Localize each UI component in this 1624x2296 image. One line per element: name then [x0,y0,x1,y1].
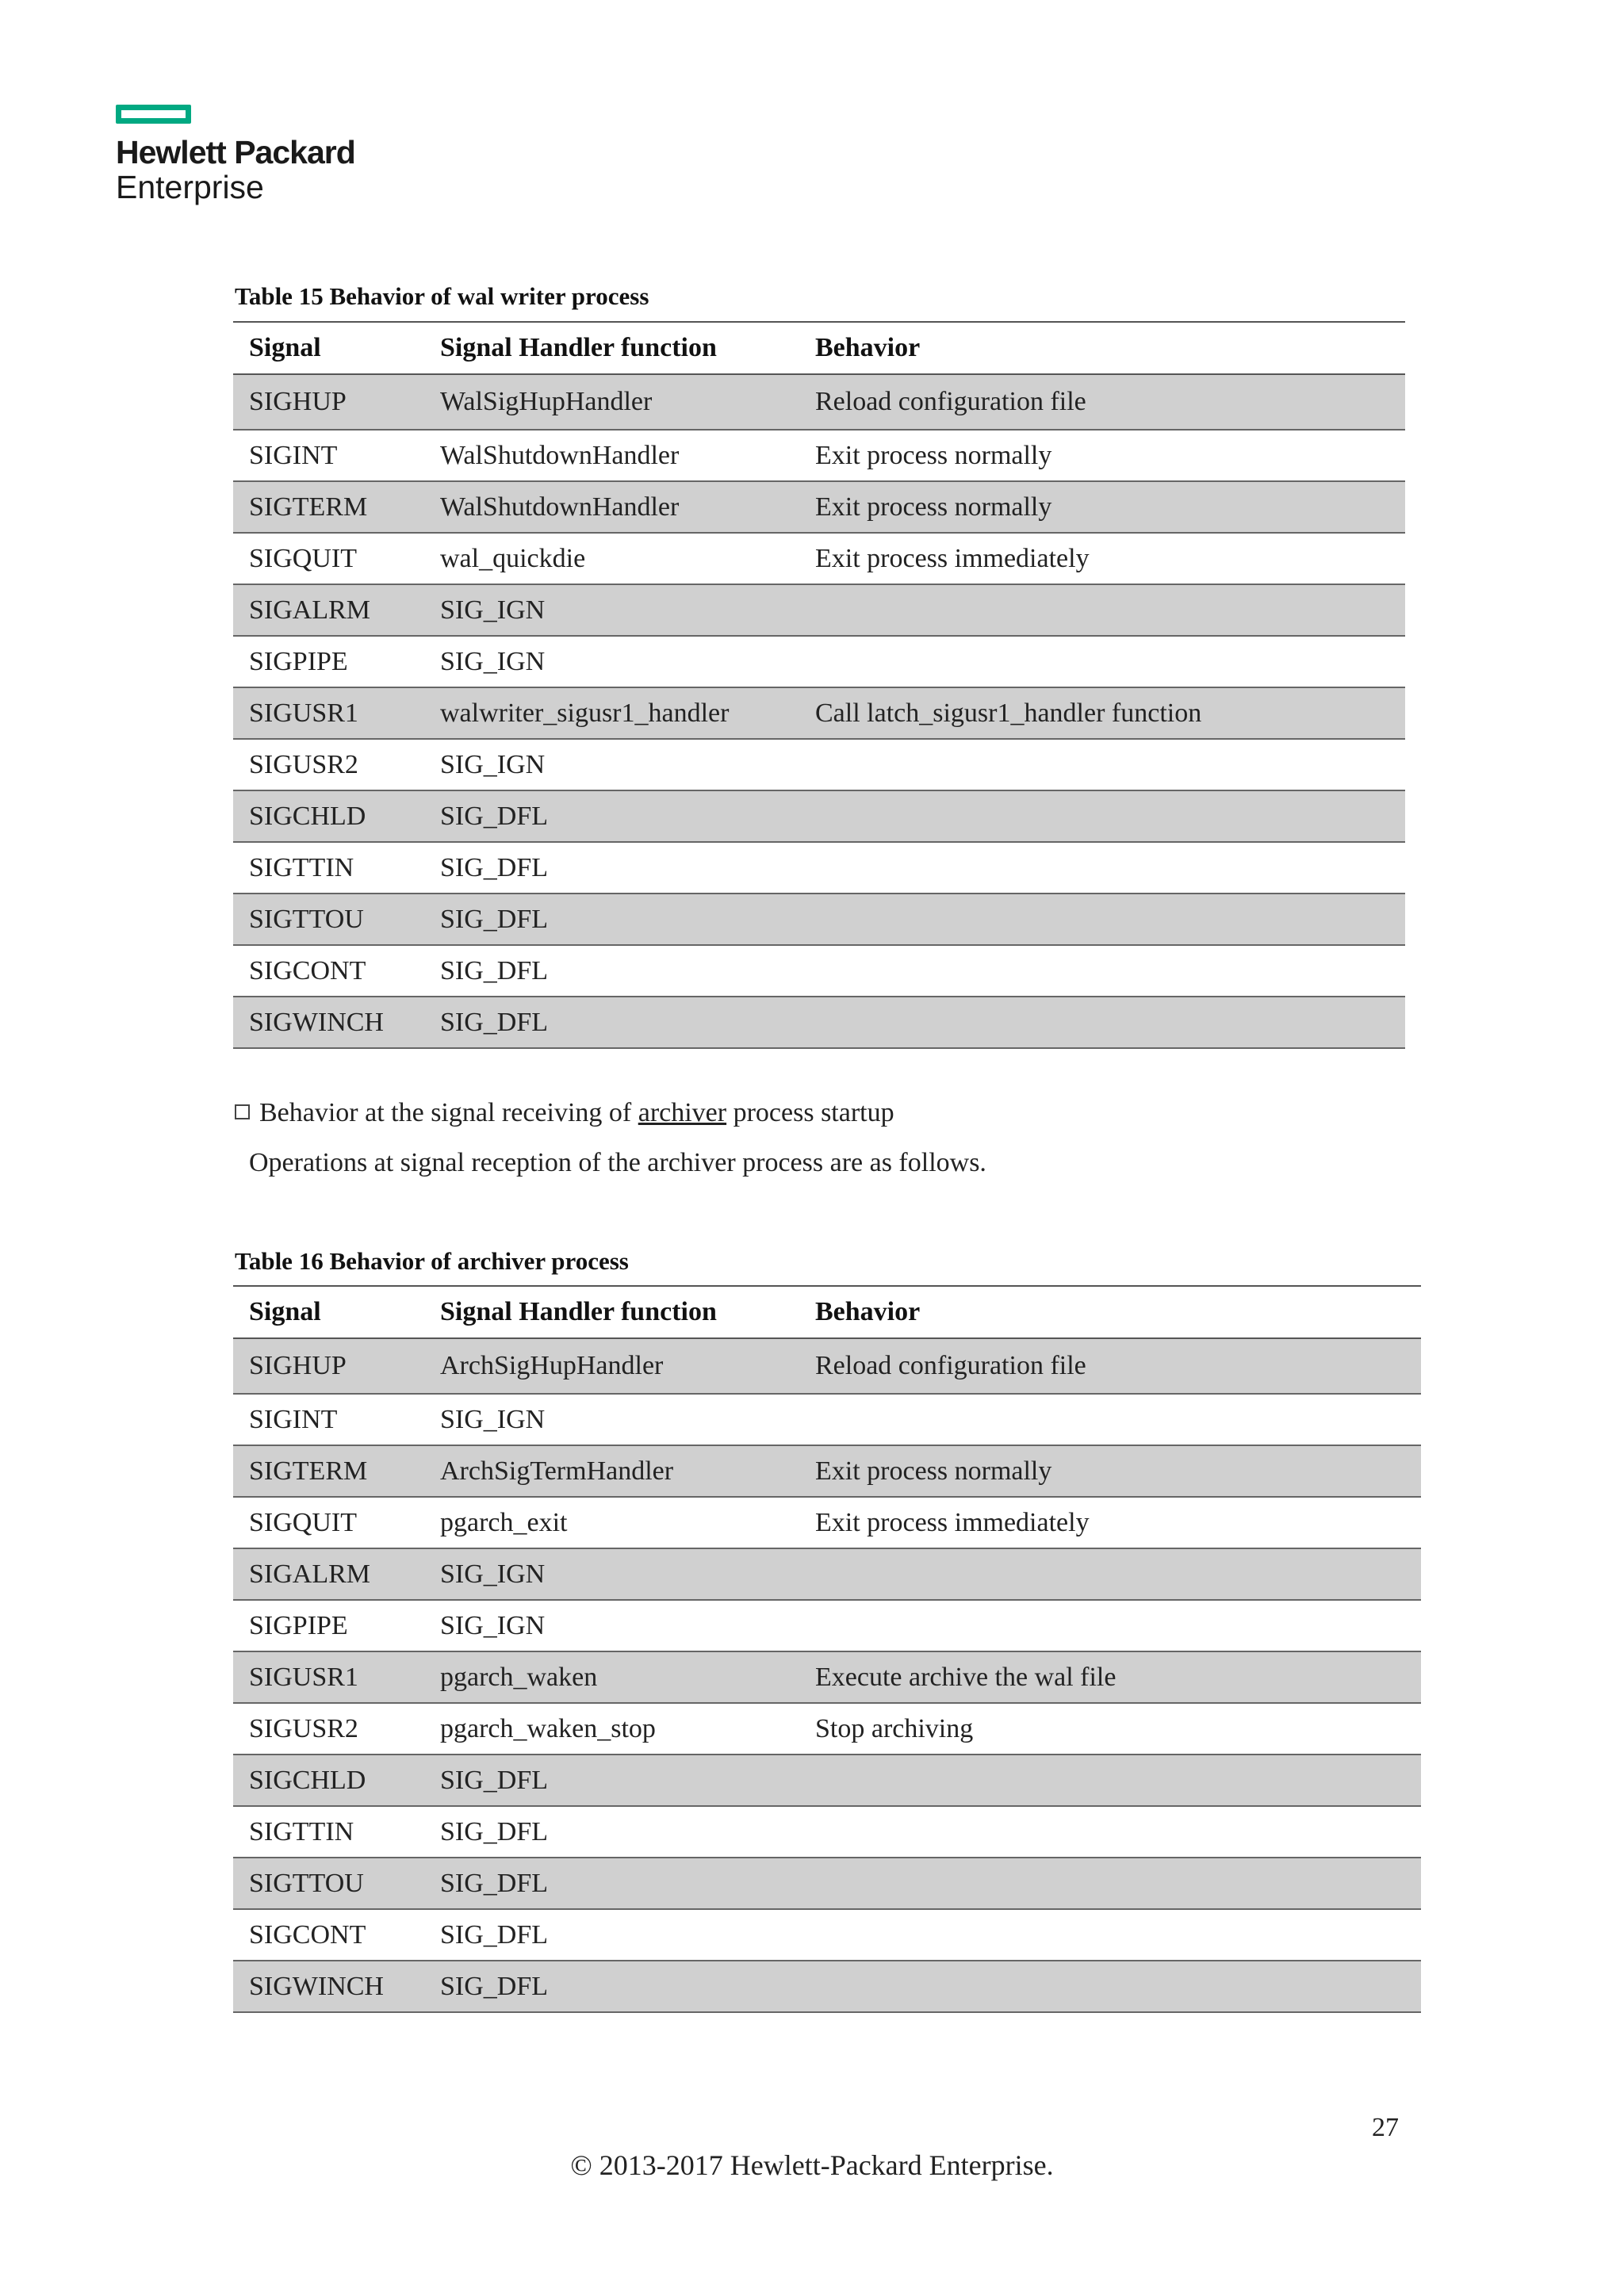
cell-behavior: Reload configuration file [799,1338,1421,1394]
cell-behavior: Exit process immediately [799,533,1405,584]
cell-handler: SIG_IGN [424,739,799,790]
cell-signal: SIGTTOU [233,1858,424,1909]
cell-handler: SIG_DFL [424,1755,799,1806]
table-row [233,739,1405,790]
table-header-row [233,322,1405,374]
section-paragraph: Operations at signal reception of the archiver process are as follows. [249,1148,986,1177]
cell-signal: SIGUSR1 [233,687,424,739]
header-behavior: Behavior [799,1286,1421,1338]
table-row [233,1806,1421,1858]
logo-text-line1: Hewlett Packard [116,134,355,170]
table-row [233,430,1405,481]
cell-signal: SIGWINCH [233,997,424,1048]
table-header-row [233,1286,1421,1338]
cell-signal: SIGTERM [233,481,424,533]
table-row [233,1961,1421,2012]
cell-signal: SIGALRM [233,1548,424,1600]
table-row [233,1600,1421,1651]
cell-handler: SIG_DFL [424,894,799,945]
cell-signal: SIGTTIN [233,842,424,894]
cell-signal: SIGCHLD [233,790,424,842]
table-row [233,1497,1421,1548]
table-row [233,1445,1421,1497]
cell-signal: SIGTTOU [233,894,424,945]
cell-handler: SIG_IGN [424,1394,799,1445]
table-row [233,1651,1421,1703]
cell-behavior: Exit process normally [799,430,1405,481]
cell-behavior [799,1858,1421,1909]
cell-signal: SIGPIPE [233,636,424,687]
cell-signal: SIGQUIT [233,533,424,584]
table-row [233,1548,1421,1600]
header-handler: Signal Handler function [424,322,799,374]
cell-handler: SIG_DFL [424,945,799,997]
cell-handler: pgarch_waken [424,1651,799,1703]
header-signal: Signal [233,322,424,374]
table-row [233,533,1405,584]
cell-handler: WalSigHupHandler [424,374,799,430]
cell-handler: WalShutdownHandler [424,430,799,481]
cell-signal: SIGUSR2 [233,739,424,790]
cell-handler: SIG_IGN [424,584,799,636]
table-row [233,945,1405,997]
cell-handler: pgarch_waken_stop [424,1703,799,1755]
cell-signal: SIGCHLD [233,1755,424,1806]
header-handler: Signal Handler function [424,1286,799,1338]
cell-handler: pgarch_exit [424,1497,799,1548]
header-behavior: Behavior [799,322,1405,374]
table-row [233,481,1405,533]
table-row [233,1909,1421,1961]
cell-signal: SIGHUP [233,374,424,430]
cell-behavior: Exit process normally [799,1445,1421,1497]
cell-handler: SIG_DFL [424,1806,799,1858]
table16-caption: Table 16 Behavior of archiver process [235,1247,629,1275]
archiver-term: archiver [638,1098,727,1127]
cell-behavior [799,1394,1421,1445]
table-row [233,1755,1421,1806]
page-number: 27 [1372,2113,1399,2142]
cell-behavior: Exit process immediately [799,1497,1421,1548]
cell-behavior [799,997,1405,1048]
table-row [233,842,1405,894]
table-row [233,1858,1421,1909]
cell-handler: ArchSigHupHandler [424,1338,799,1394]
cell-handler: SIG_IGN [424,636,799,687]
cell-behavior: Exit process normally [799,481,1405,533]
table-row [233,1338,1421,1394]
cell-behavior: Reload configuration file [799,374,1405,430]
bullet-suffix: process startup [733,1098,894,1127]
table-row [233,1394,1421,1445]
cell-handler: SIG_DFL [424,842,799,894]
cell-behavior [799,945,1405,997]
cell-handler: ArchSigTermHandler [424,1445,799,1497]
cell-signal: SIGTERM [233,1445,424,1497]
table-row [233,636,1405,687]
cell-handler: SIG_DFL [424,790,799,842]
cell-signal: SIGINT [233,1394,424,1445]
table-row [233,584,1405,636]
cell-signal: SIGPIPE [233,1600,424,1651]
cell-handler: WalShutdownHandler [424,481,799,533]
cell-signal: SIGQUIT [233,1497,424,1548]
cell-behavior [799,842,1405,894]
cell-behavior [799,1806,1421,1858]
cell-signal: SIGWINCH [233,1961,424,2012]
cell-behavior: Stop archiving [799,1703,1421,1755]
bullet-square-icon [235,1104,250,1119]
cell-handler: SIG_IGN [424,1600,799,1651]
cell-behavior [799,584,1405,636]
hpe-logo-mark [116,105,191,124]
header-signal: Signal [233,1286,424,1338]
table16 [233,1285,1421,2013]
cell-signal: SIGTTIN [233,1806,424,1858]
cell-behavior [799,636,1405,687]
bullet-prefix: Behavior at the signal receiving of [259,1098,632,1127]
cell-signal: SIGINT [233,430,424,481]
cell-behavior: Call latch_sigusr1_handler function [799,687,1405,739]
table15-caption: Table 15 Behavior of wal writer process [235,282,649,310]
copyright-footer: © 2013-2017 Hewlett-Packard Enterprise. [570,2149,1054,2181]
cell-signal: SIGUSR2 [233,1703,424,1755]
cell-handler: wal_quickdie [424,533,799,584]
cell-behavior [799,790,1405,842]
cell-handler: SIG_DFL [424,1961,799,2012]
cell-signal: SIGALRM [233,584,424,636]
table-row [233,790,1405,842]
hpe-logo [116,105,355,205]
cell-behavior [799,1600,1421,1651]
table-row [233,894,1405,945]
cell-signal: SIGUSR1 [233,1651,424,1703]
table-row [233,1703,1421,1755]
cell-handler: SIG_DFL [424,1909,799,1961]
cell-signal: SIGCONT [233,945,424,997]
cell-behavior [799,894,1405,945]
table-row [233,374,1405,430]
cell-handler: SIG_DFL [424,1858,799,1909]
cell-signal: SIGHUP [233,1338,424,1394]
cell-behavior [799,1909,1421,1961]
cell-behavior [799,739,1405,790]
cell-signal: SIGCONT [233,1909,424,1961]
table-row [233,997,1405,1048]
cell-behavior [799,1548,1421,1600]
cell-behavior [799,1755,1421,1806]
cell-handler: SIG_DFL [424,997,799,1048]
cell-handler: SIG_IGN [424,1548,799,1600]
cell-behavior: Execute archive the wal file [799,1651,1421,1703]
logo-text-line2: Enterprise [116,169,264,205]
table15 [233,321,1405,1049]
section-bullet [235,1098,894,1128]
cell-handler: walwriter_sigusr1_handler [424,687,799,739]
cell-behavior [799,1961,1421,2012]
table-row [233,687,1405,739]
